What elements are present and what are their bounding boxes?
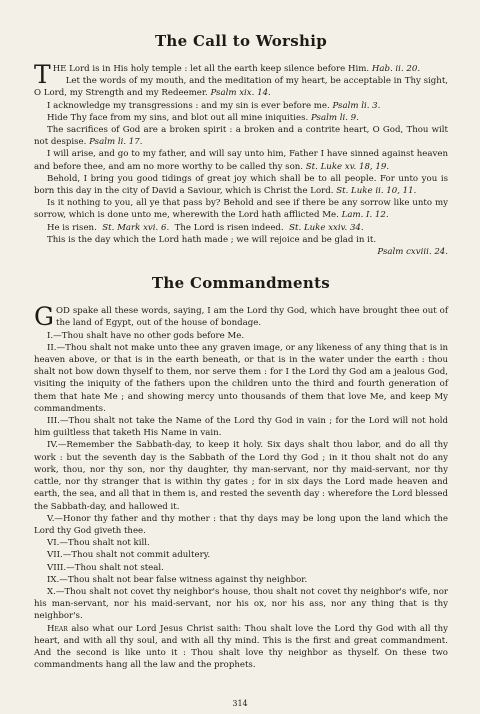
verse-ref: Hab. ii. 20.	[371, 64, 421, 74]
call-to-worship-title: The Call to Worship	[154, 32, 328, 50]
verse-hab: THE Lord is in His holy temple : let all the earth keep silence before Him. Hab. ii. 20.	[34, 60, 421, 89]
verse-risen: He is risen. St. Mark xvi. 6. The Lord is risen indeed. St. Luke xxiv. 34.	[47, 222, 364, 233]
verse-psalm-51-17: The sacrifices of God are a broken spirit : a broken and a contrite heart, O God, Thou wilt not despise. Psalm li. 17.	[34, 125, 448, 148]
commandment-6: VI.—Thou shalt not kill.	[47, 538, 150, 549]
verse-ref: Lam. I. 12.	[341, 210, 389, 221]
great-commandment: Hear also what our Lord Jesus Christ saith: Thou shalt love the Lord thy God with all thy heart, and with all thy soul, and with all thy mind. This is the first and great commandment. And the second is like unto it : Thou shalt love thy neighbor as thyself. On these two commandments hang all the law and the prophets.	[34, 623, 448, 671]
verse-ref: St. Mark xvi. 6.	[102, 222, 170, 233]
commandment-7: VII.—Thou shalt not commit adultery.	[47, 550, 211, 561]
verse-luke-15: I will arise, and go to my father, and will say unto him, Father I have sinned against heaven and before thee, and am no more worthy to be called thy son. St. Luke xv. 18, 19.	[34, 149, 448, 172]
verse-lam: Is it nothing to you, all ye that pass by? Behold and see if there be any sorrow like unto my sorrow, which is done unto me, wherewith the Lord hath afflicted Me. Lam. I. 12.	[34, 198, 448, 221]
verse-ref: Psalm xix. 14.	[210, 88, 271, 99]
verse-psalm-51-9: Hide Thy face from my sins, and blot out all mine iniquities. Psalm li. 9.	[47, 112, 359, 123]
commandment-2: II.—Thou shalt not make unto thee any graven image, or any likeness of any thing that is in heaven above, or that is in the earth beneath, or that is in the water under the earth : thou shalt not bow down thyself to them, nor serve them : for I the Lord thy God am a jealous God, visiting the iniquity of the fathers upon the children unto the third and fourth generation of them that hate Me ; and showing mercy unto thousands of them that love Me, and keep My commandments.	[34, 342, 448, 414]
verse-ref: St. Luke xxiv. 34.	[289, 222, 364, 233]
verse-ref: Psalm li. 9.	[310, 112, 359, 123]
verse-psalm-51-3: I acknowledge my transgressions : and my sin is ever before me. Psalm li. 3.	[47, 100, 381, 111]
page-number: 314	[232, 699, 248, 708]
commandment-1: I.—Thou shalt have no other gods before Me.	[47, 330, 245, 341]
commandment-10: X.—Thou shalt not covet thy neighbor's house, thou shalt not covet thy neighbor's wife, nor his man-servant, nor his maid-servant, nor his ox, nor his ass, nor any thing that is thy neighbor's.	[34, 586, 448, 622]
commandment-9: IX.—Thou shalt not bear false witness against thy neighbor.	[47, 574, 308, 585]
verse-ref-psalm-118: Psalm cxviii. 24.	[377, 247, 448, 258]
commandment-3: III.—Thou shalt not take the Name of the Lord thy God in vain ; for the Lord will not hold him guiltless that taketh His Name in vain.	[34, 416, 448, 439]
commandments-intro: GOD spake all these words, saying, I am the Lord thy God, which have brought thee out of the land of Egypt, out of the house of bondage.	[34, 302, 448, 332]
verse-ref: Psalm li. 3.	[332, 100, 381, 111]
dropcap-t: T	[34, 60, 51, 89]
dropcap-g: G	[34, 302, 54, 332]
commandments-title: The Commandments	[151, 274, 331, 293]
commandment-5: V.—Honor thy father and thy mother : that thy days may be long upon the land which the Lord thy God giveth thee.	[34, 513, 448, 536]
verse-psalm-19: Let the words of my mouth, and the meditation of my heart, be acceptable in Thy sight, O Lord, my Strength and my Redeemer. Psalm xix. 14.	[34, 76, 448, 99]
verse-ref: Psalm li. 17.	[89, 137, 143, 148]
verse-ref: St. Luke xv. 18, 19.	[305, 161, 390, 172]
commandment-4: IV.—Remember the Sabbath-day, to keep it holy. Six days shalt thou labor, and do all thy work : but the seventh day is the Sabbath of the Lord thy God ; in it thou shalt not do any work, thou, nor thy son, nor thy daughter, thy man-servant, nor thy maid-servant, nor thy cattle, nor thy stranger that is within thy gates ; for in six days the Lord made heaven and earth, the sea, and all that in them is, and rested the seventh day : wherefore the Lord blessed the Sabbath-day, and hallowed it.	[34, 440, 448, 512]
verse-ref: St. Luke ii. 10, 11.	[336, 186, 417, 197]
verse-luke-2: Behold, I bring you good tidings of great joy which shall be to all people. For unto you is born this day in the city of David a Saviour, which is Christ the Lord. St. Luke ii. 10, 11.	[34, 173, 448, 197]
commandment-8: VIII.—Thou shalt not steal.	[47, 562, 164, 573]
verse-psalm-118: This is the day which the Lord hath made ; we will rejoice and be glad in it.	[47, 234, 377, 245]
